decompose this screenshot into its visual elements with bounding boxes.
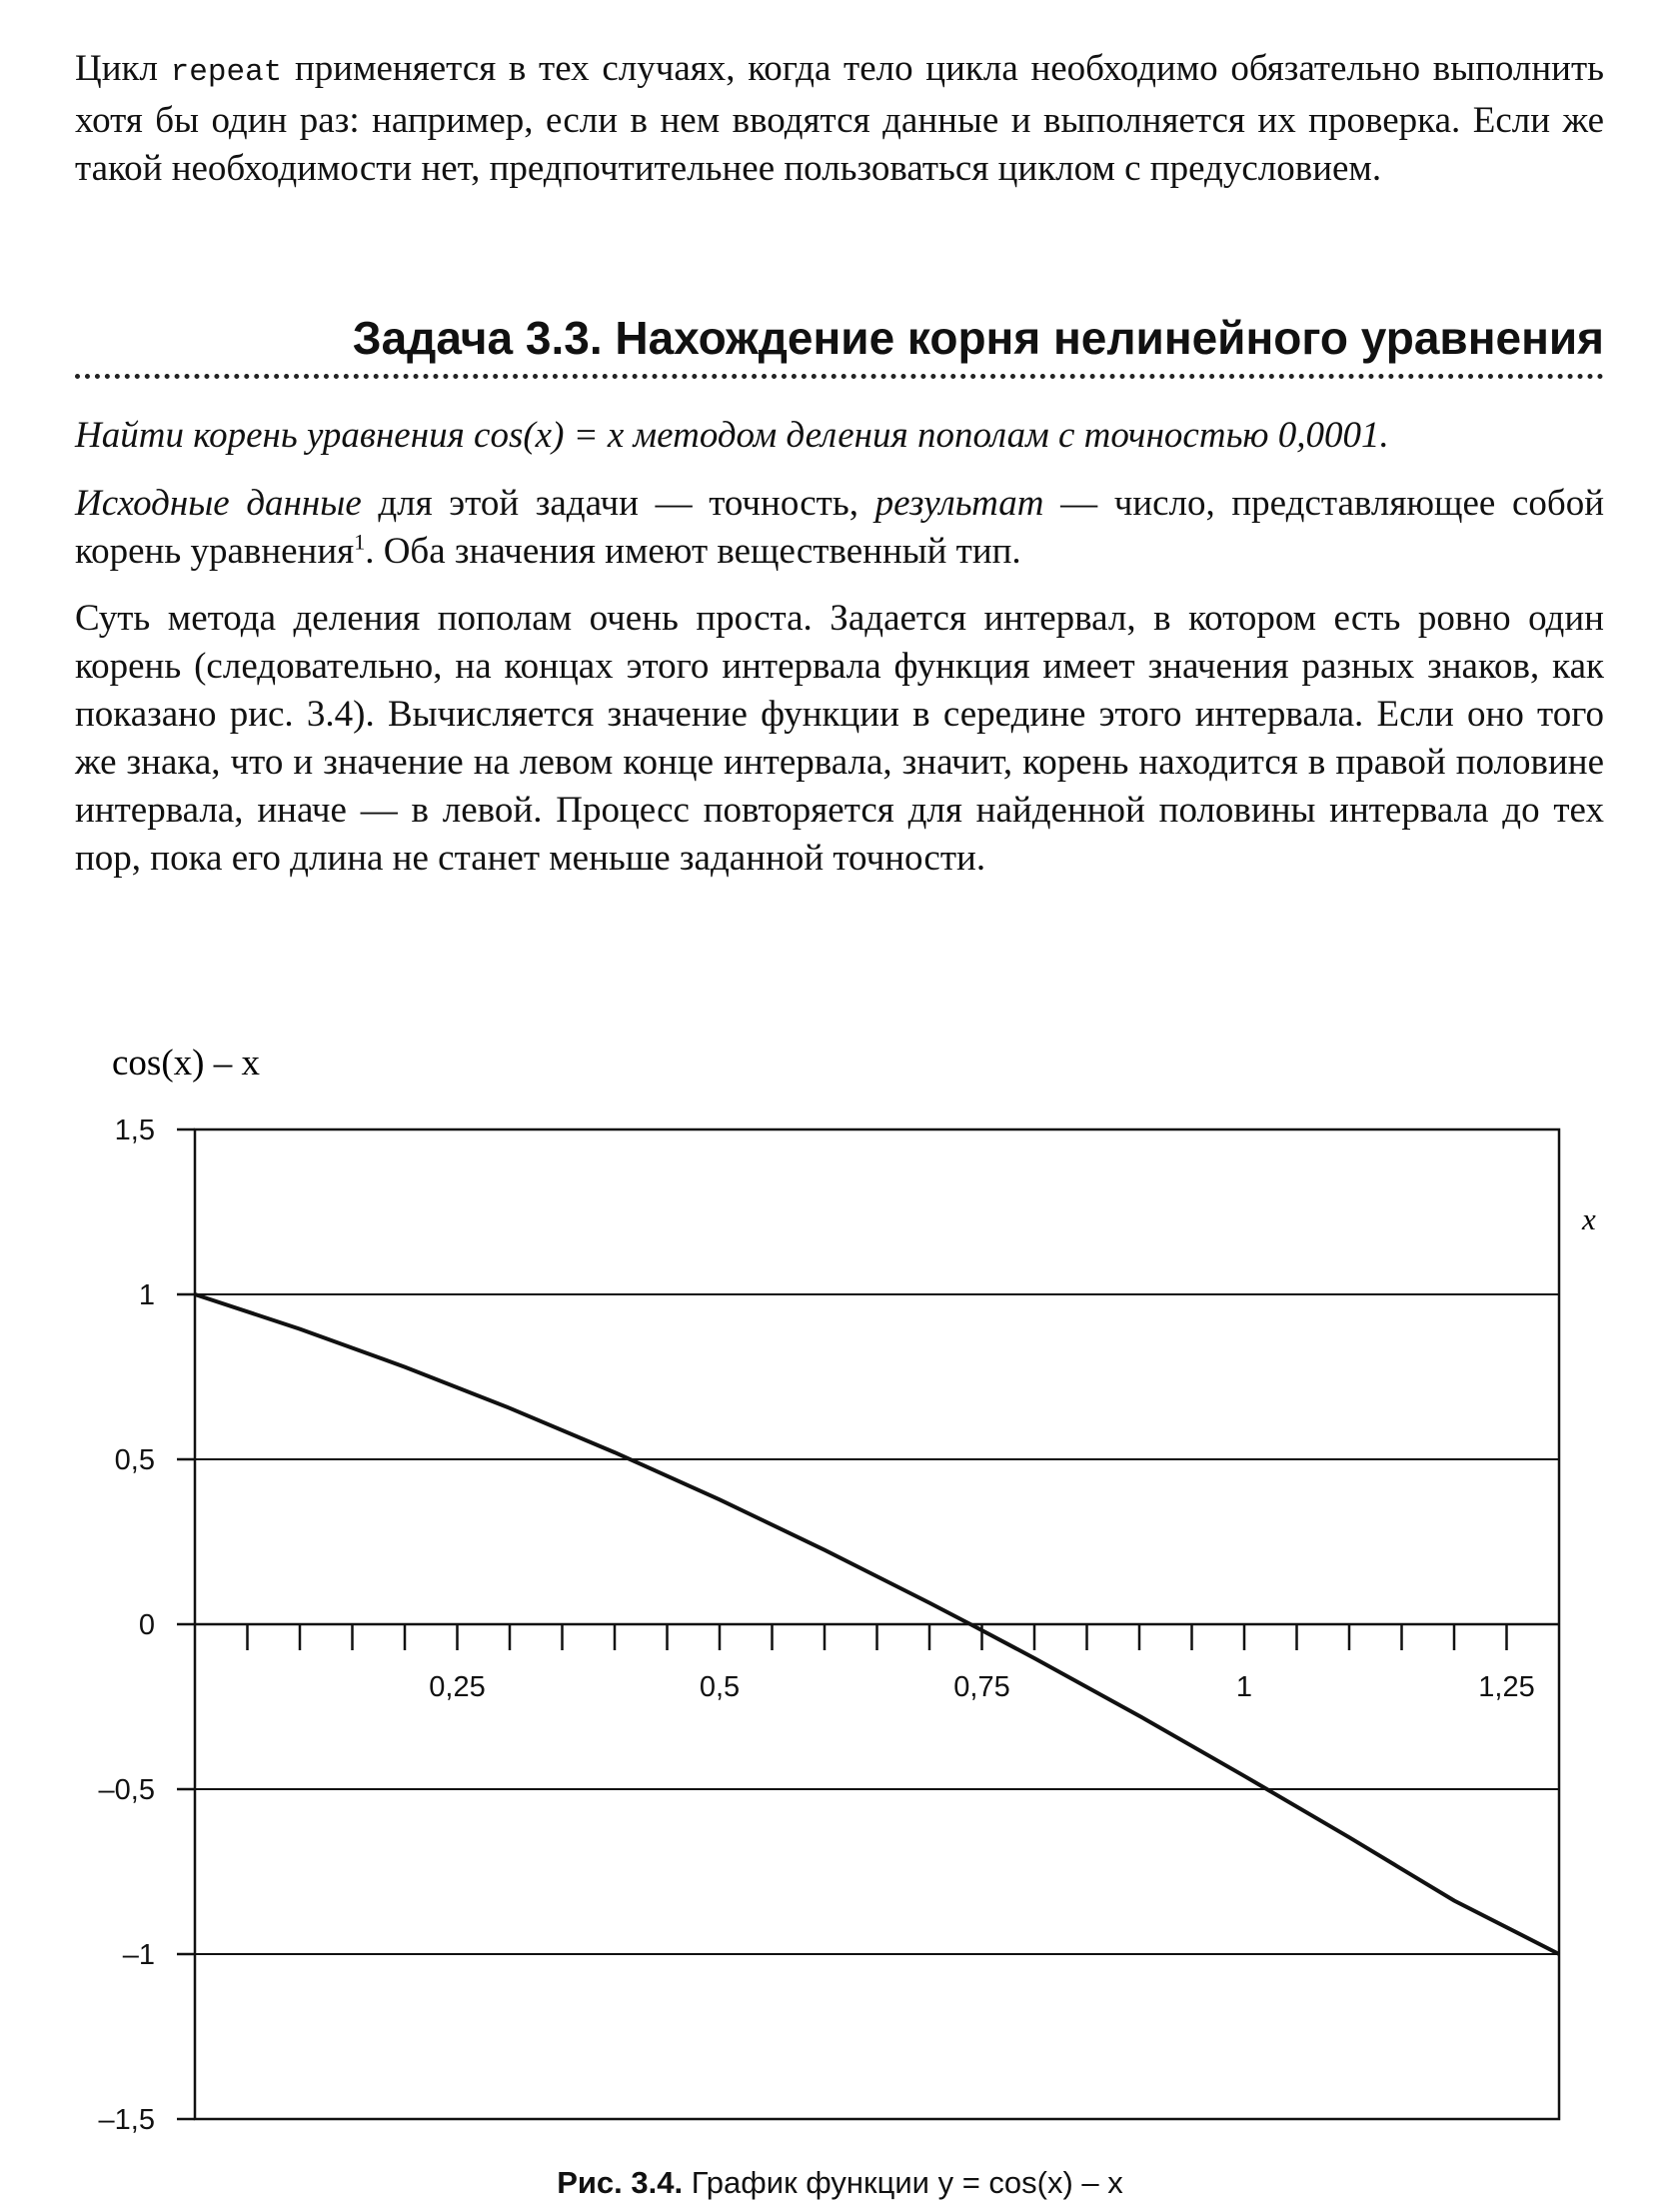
y-tick-label: 0,5 — [114, 1444, 155, 1476]
footnote-marker: 1 — [354, 529, 366, 555]
term-result: результат — [874, 483, 1044, 524]
code-keyword: repeat — [170, 55, 283, 90]
x-axis-label: x — [1582, 1201, 1596, 1236]
caption-label: Рис. 3.4. — [557, 2165, 684, 2200]
y-tick-label: 0 — [138, 1609, 155, 1641]
x-tick-marks — [248, 1624, 1507, 1650]
y-tick-label: –1,5 — [98, 2104, 155, 2136]
caption-text: График функции y = cos(x) – x — [683, 2165, 1123, 2200]
paragraph-text: для этой задачи — точность, — [361, 483, 875, 524]
y-axis-label: cos(x) – x — [112, 1043, 260, 1084]
section-heading: Задача 3.3. Нахождение корня нелинейного уравнения — [352, 312, 1604, 364]
x-tick-label: 0,25 — [429, 1671, 486, 1703]
task-statement: Найти корень уравнения cos(x) = x методом деления пополам с точностью 0,0001. — [75, 415, 1389, 456]
paragraph-repeat-loop — [75, 45, 1604, 193]
heading-dotted-rule — [75, 374, 1604, 379]
x-tick-labels — [429, 1671, 1534, 1703]
function-chart — [0, 1010, 1680, 2159]
paragraph-text: . Оба значения имеют вещественный тип. — [365, 531, 1021, 572]
figure-caption — [0, 2165, 1680, 2201]
y-tick-label: 1 — [138, 1279, 155, 1311]
paragraph-text: Цикл — [75, 48, 171, 89]
x-tick-label: 1 — [1235, 1671, 1253, 1703]
x-tick-label: 0,5 — [699, 1671, 741, 1703]
paragraph-input-output — [75, 480, 1604, 576]
paragraph-text: применяется в тех случаях, когда тело цикла необходимо обязательно выполнить хотя бы один раз: например, если в нем вводятся данные и выполняется их проверка. Если же такой необходимости нет, предпочтительнее пользоваться циклом с предусловием. — [75, 48, 1605, 189]
paragraph-text: — число, представляющее собой корень уравнения — [75, 483, 1605, 572]
y-tick-label: 1,5 — [114, 1114, 155, 1146]
paragraph-bisection-method: Суть метода деления пополам очень проста. Задается интервал, в котором есть ровно один корень (следовательно, на концах этого интервала функция имеет значения разных знаков, как показано рис. 3.4). Вычисляется значение функции в середине этого интервала. Если оно того же знака, что и значение на левом конце интервала, значит, корень находится в правой половине интервала, иначе — в левой. Процесс повторяется для найденной половины интервала до тех пор, пока его длина не станет меньше заданной точности. — [75, 598, 1604, 879]
y-tick-labels — [99, 1114, 155, 2136]
x-tick-label: 1,25 — [1478, 1671, 1535, 1703]
x-tick-label: 0,75 — [953, 1671, 1010, 1703]
y-tick-label: –0,5 — [98, 1774, 155, 1806]
term-input-data: Исходные данные — [75, 483, 362, 524]
y-tick-label: –1 — [122, 1939, 155, 1971]
